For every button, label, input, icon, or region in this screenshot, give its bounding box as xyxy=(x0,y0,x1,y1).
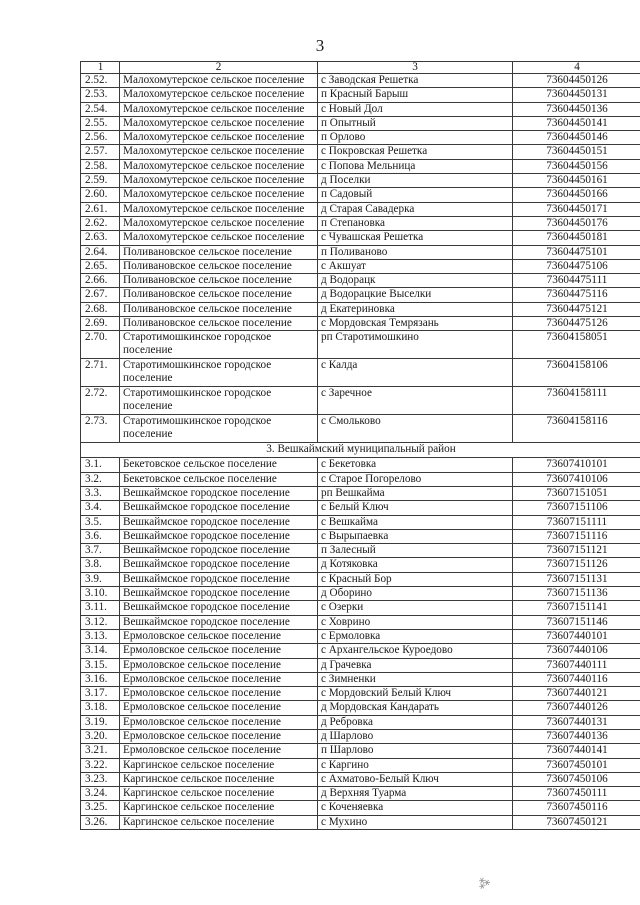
table-row xyxy=(81,572,640,586)
code-cell: 73607440116 xyxy=(513,672,640,686)
code-cell: 73604450181 xyxy=(513,231,640,245)
settlement-name-cell: Каргинское сельское поселение xyxy=(120,815,318,829)
code-cell: 73604450131 xyxy=(513,88,640,102)
settlement-name-cell: Вешкаймское городское поселение xyxy=(120,572,318,586)
settlement-name-cell: Вешкаймское городское поселение xyxy=(120,601,318,615)
locality-cell: с Бекетовка xyxy=(318,458,513,472)
row-number-cell: 3.6. xyxy=(81,529,120,543)
row-number-cell: 3.22. xyxy=(81,758,120,772)
settlement-name-cell: Старотимошкинское городское поселение xyxy=(120,387,318,415)
code-cell: 73604475101 xyxy=(513,245,640,259)
table-row xyxy=(81,288,640,302)
settlement-name-cell: Малохомутерское сельское поселение xyxy=(120,188,318,202)
row-number-cell: 3.7. xyxy=(81,544,120,558)
settlement-name-cell: Ермоловское сельское поселение xyxy=(120,729,318,743)
code-cell: 73607151106 xyxy=(513,501,640,515)
settlement-name-cell: Малохомутерское сельское поселение xyxy=(120,231,318,245)
locality-cell: рп Старотимошкино xyxy=(318,331,513,359)
row-number-cell: 2.52. xyxy=(81,74,120,88)
locality-cell: с Ховрино xyxy=(318,615,513,629)
table-row xyxy=(81,644,640,658)
settlement-name-cell: Ермоловское сельское поселение xyxy=(120,744,318,758)
locality-cell: с Чувашская Решетка xyxy=(318,231,513,245)
row-number-cell: 3.1. xyxy=(81,458,120,472)
settlement-name-cell: Поливановское сельское поселение xyxy=(120,317,318,331)
code-cell: 73604475121 xyxy=(513,302,640,316)
settlement-name-cell: Поливановское сельское поселение xyxy=(120,245,318,259)
section-title: 3. Вешкаймский муниципальный район xyxy=(81,443,640,458)
row-number-cell: 3.17. xyxy=(81,687,120,701)
locality-cell: п Красный Барыш xyxy=(318,88,513,102)
table-row xyxy=(81,188,640,202)
table-row xyxy=(81,74,640,88)
row-number-cell: 3.26. xyxy=(81,815,120,829)
code-cell: 73607440131 xyxy=(513,715,640,729)
table-row xyxy=(81,159,640,173)
settlement-name-cell: Ермоловское сельское поселение xyxy=(120,658,318,672)
row-number-cell: 2.69. xyxy=(81,317,120,331)
table-row xyxy=(81,801,640,815)
settlement-name-cell: Вешкаймское городское поселение xyxy=(120,544,318,558)
code-cell: 73607450121 xyxy=(513,815,640,829)
row-number-cell: 2.62. xyxy=(81,216,120,230)
locality-cell: д Екатериновка xyxy=(318,302,513,316)
table-row xyxy=(81,601,640,615)
table-row xyxy=(81,302,640,316)
row-number-cell: 3.9. xyxy=(81,572,120,586)
locality-cell: с Попова Мельница xyxy=(318,159,513,173)
header-cell: 3 xyxy=(318,62,513,74)
table-row xyxy=(81,458,640,472)
settlement-name-cell: Вешкаймское городское поселение xyxy=(120,486,318,500)
locality-cell: с Ермоловка xyxy=(318,629,513,643)
table-row xyxy=(81,116,640,130)
code-cell: 73604450156 xyxy=(513,159,640,173)
settlement-name-cell: Поливановское сельское поселение xyxy=(120,259,318,273)
row-number-cell: 3.11. xyxy=(81,601,120,615)
settlement-name-cell: Бекетовское сельское поселение xyxy=(120,472,318,486)
code-cell: 73607440111 xyxy=(513,658,640,672)
locality-cell: с Заводская Решетка xyxy=(318,74,513,88)
code-cell: 73604158116 xyxy=(513,415,640,443)
table-row xyxy=(81,701,640,715)
settlements-table xyxy=(80,61,640,830)
table-row xyxy=(81,615,640,629)
code-cell: 73607440121 xyxy=(513,687,640,701)
settlement-name-cell: Ермоловское сельское поселение xyxy=(120,687,318,701)
row-number-cell: 3.19. xyxy=(81,715,120,729)
table-row xyxy=(81,529,640,543)
locality-cell: п Садовый xyxy=(318,188,513,202)
table-row xyxy=(81,88,640,102)
locality-cell: с Вешкайма xyxy=(318,515,513,529)
row-number-cell: 3.23. xyxy=(81,772,120,786)
locality-cell: с Акшуат xyxy=(318,259,513,273)
table-row xyxy=(81,274,640,288)
code-cell: 73607450111 xyxy=(513,787,640,801)
code-cell: 73607450106 xyxy=(513,772,640,786)
row-number-cell: 3.24. xyxy=(81,787,120,801)
settlement-name-cell: Малохомутерское сельское поселение xyxy=(120,88,318,102)
settlement-name-cell: Малохомутерское сельское поселение xyxy=(120,102,318,116)
locality-cell: с Смольково xyxy=(318,415,513,443)
row-number-cell: 2.67. xyxy=(81,288,120,302)
table-row xyxy=(81,231,640,245)
settlement-name-cell: Малохомутерское сельское поселение xyxy=(120,145,318,159)
row-number-cell: 2.73. xyxy=(81,415,120,443)
code-cell: 73604158051 xyxy=(513,331,640,359)
locality-cell: с Ахматово-Белый Ключ xyxy=(318,772,513,786)
row-number-cell: 2.55. xyxy=(81,116,120,130)
settlement-name-cell: Малохомутерское сельское поселение xyxy=(120,159,318,173)
row-number-cell: 3.4. xyxy=(81,501,120,515)
code-cell: 73607151141 xyxy=(513,601,640,615)
code-cell: 73607440101 xyxy=(513,629,640,643)
row-number-cell: 3.18. xyxy=(81,701,120,715)
code-cell: 73607410106 xyxy=(513,472,640,486)
locality-cell: с Зимненки xyxy=(318,672,513,686)
table-row xyxy=(81,758,640,772)
table-row xyxy=(81,787,640,801)
code-cell: 73604158106 xyxy=(513,359,640,387)
locality-cell: с Мордовский Белый Ключ xyxy=(318,687,513,701)
row-number-cell: 3.12. xyxy=(81,615,120,629)
locality-cell: с Заречное xyxy=(318,387,513,415)
table-row xyxy=(81,587,640,601)
settlement-name-cell: Старотимошкинское городское поселение xyxy=(120,359,318,387)
table-row xyxy=(81,245,640,259)
locality-cell: д Котяковка xyxy=(318,558,513,572)
locality-cell: п Орлово xyxy=(318,131,513,145)
row-number-cell: 3.14. xyxy=(81,644,120,658)
locality-cell: с Новый Дол xyxy=(318,102,513,116)
settlement-name-cell: Поливановское сельское поселение xyxy=(120,302,318,316)
settlement-name-cell: Малохомутерское сельское поселение xyxy=(120,216,318,230)
locality-cell: д Водорацк xyxy=(318,274,513,288)
settlement-name-cell: Вешкаймское городское поселение xyxy=(120,501,318,515)
code-cell: 73604450166 xyxy=(513,188,640,202)
locality-cell: с Вырыпаевка xyxy=(318,529,513,543)
row-number-cell: 3.15. xyxy=(81,658,120,672)
row-number-cell: 2.63. xyxy=(81,231,120,245)
row-number-cell: 2.68. xyxy=(81,302,120,316)
row-number-cell: 2.58. xyxy=(81,159,120,173)
settlement-name-cell: Поливановское сельское поселение xyxy=(120,288,318,302)
settlement-name-cell: Вешкаймское городское поселение xyxy=(120,587,318,601)
table-row xyxy=(81,815,640,829)
row-number-cell: 2.72. xyxy=(81,387,120,415)
settlement-name-cell: Каргинское сельское поселение xyxy=(120,772,318,786)
header-cell: 4 xyxy=(513,62,640,74)
settlement-name-cell: Вешкаймское городское поселение xyxy=(120,558,318,572)
settlement-name-cell: Поливановское сельское поселение xyxy=(120,274,318,288)
table-row xyxy=(81,174,640,188)
locality-cell: д Оборино xyxy=(318,587,513,601)
table-row xyxy=(81,415,640,443)
settlement-name-cell: Вешкаймское городское поселение xyxy=(120,529,318,543)
table-row xyxy=(81,216,640,230)
page-number: 3 xyxy=(315,36,325,55)
code-cell: 73607151126 xyxy=(513,558,640,572)
settlement-name-cell: Малохомутерское сельское поселение xyxy=(120,202,318,216)
settlement-name-cell: Малохомутерское сельское поселение xyxy=(120,74,318,88)
row-number-cell: 2.60. xyxy=(81,188,120,202)
row-number-cell: 3.16. xyxy=(81,672,120,686)
row-number-cell: 3.21. xyxy=(81,744,120,758)
table-row xyxy=(81,744,640,758)
settlement-name-cell: Ермоловское сельское поселение xyxy=(120,629,318,643)
code-cell: 73607151051 xyxy=(513,486,640,500)
row-number-cell: 2.57. xyxy=(81,145,120,159)
code-cell: 73607410101 xyxy=(513,458,640,472)
locality-cell: д Мордовская Кандарать xyxy=(318,701,513,715)
table-row xyxy=(81,331,640,359)
locality-cell: с Красный Бор xyxy=(318,572,513,586)
table-row xyxy=(81,202,640,216)
table-row xyxy=(81,672,640,686)
locality-cell: д Поселки xyxy=(318,174,513,188)
locality-cell: с Покровская Решетка xyxy=(318,145,513,159)
code-cell: 73607151121 xyxy=(513,544,640,558)
settlement-name-cell: Каргинское сельское поселение xyxy=(120,787,318,801)
code-cell: 73604450146 xyxy=(513,131,640,145)
row-number-cell: 3.5. xyxy=(81,515,120,529)
row-number-cell: 2.53. xyxy=(81,88,120,102)
table-row xyxy=(81,472,640,486)
settlement-name-cell: Малохомутерское сельское поселение xyxy=(120,116,318,130)
code-cell: 73604450176 xyxy=(513,216,640,230)
table-row xyxy=(81,729,640,743)
settlement-name-cell: Вешкаймское городское поселение xyxy=(120,615,318,629)
row-number-cell: 2.54. xyxy=(81,102,120,116)
locality-cell: д Старая Савадерка xyxy=(318,202,513,216)
settlement-name-cell: Бекетовское сельское поселение xyxy=(120,458,318,472)
locality-cell: д Ребровка xyxy=(318,715,513,729)
code-cell: 73607151131 xyxy=(513,572,640,586)
locality-cell: с Озерки xyxy=(318,601,513,615)
table-row xyxy=(81,259,640,273)
row-number-cell: 2.65. xyxy=(81,259,120,273)
locality-cell: п Шарлово xyxy=(318,744,513,758)
table-row xyxy=(81,515,640,529)
row-number-cell: 3.10. xyxy=(81,587,120,601)
locality-cell: п Опытный xyxy=(318,116,513,130)
table-row xyxy=(81,486,640,500)
table-row xyxy=(81,772,640,786)
table-row xyxy=(81,317,640,331)
row-number-cell: 2.64. xyxy=(81,245,120,259)
row-number-cell: 3.2. xyxy=(81,472,120,486)
code-cell: 73607440136 xyxy=(513,729,640,743)
code-cell: 73604450136 xyxy=(513,102,640,116)
row-number-cell: 2.61. xyxy=(81,202,120,216)
settlement-name-cell: Ермоловское сельское поселение xyxy=(120,701,318,715)
table-row xyxy=(81,102,640,116)
locality-cell: п Степановка xyxy=(318,216,513,230)
row-number-cell: 2.70. xyxy=(81,331,120,359)
code-cell: 73604475116 xyxy=(513,288,640,302)
code-cell: 73607440126 xyxy=(513,701,640,715)
locality-cell: д Грачевка xyxy=(318,658,513,672)
locality-cell: д Шарлово xyxy=(318,729,513,743)
code-cell: 73607151136 xyxy=(513,587,640,601)
code-cell: 73604450161 xyxy=(513,174,640,188)
locality-cell: с Белый Ключ xyxy=(318,501,513,515)
settlement-name-cell: Ермоловское сельское поселение xyxy=(120,672,318,686)
locality-cell: с Коченяевка xyxy=(318,801,513,815)
table-row xyxy=(81,387,640,415)
table-row xyxy=(81,131,640,145)
code-cell: 73604475106 xyxy=(513,259,640,273)
row-number-cell: 3.3. xyxy=(81,486,120,500)
row-number-cell: 2.66. xyxy=(81,274,120,288)
code-cell: 73604450171 xyxy=(513,202,640,216)
settlement-name-cell: Каргинское сельское поселение xyxy=(120,758,318,772)
table-row xyxy=(81,658,640,672)
code-cell: 73607151116 xyxy=(513,529,640,543)
code-cell: 73607151146 xyxy=(513,615,640,629)
code-cell: 73604475126 xyxy=(513,317,640,331)
table-row xyxy=(81,501,640,515)
locality-cell: п Поливаново xyxy=(318,245,513,259)
table-row xyxy=(81,629,640,643)
code-cell: 73607440106 xyxy=(513,644,640,658)
row-number-cell: 2.59. xyxy=(81,174,120,188)
locality-cell: с Мордовская Темрязань xyxy=(318,317,513,331)
code-cell: 73607440141 xyxy=(513,744,640,758)
locality-cell: п Залесный xyxy=(318,544,513,558)
code-cell: 73604450126 xyxy=(513,74,640,88)
table-row xyxy=(81,558,640,572)
locality-cell: д Верхняя Туарма xyxy=(318,787,513,801)
table-row xyxy=(81,687,640,701)
code-cell: 73604450151 xyxy=(513,145,640,159)
table-row xyxy=(81,715,640,729)
table-row xyxy=(81,359,640,387)
row-number-cell: 3.25. xyxy=(81,801,120,815)
settlement-name-cell: Старотимошкинское городское поселение xyxy=(120,331,318,359)
settlement-name-cell: Малохомутерское сельское поселение xyxy=(120,131,318,145)
header-cell: 1 xyxy=(81,62,120,74)
locality-cell: с Мухино xyxy=(318,815,513,829)
settlement-name-cell: Ермоловское сельское поселение xyxy=(120,715,318,729)
code-cell: 73607450116 xyxy=(513,801,640,815)
table-row xyxy=(81,544,640,558)
row-number-cell: 2.56. xyxy=(81,131,120,145)
code-cell: 73604450141 xyxy=(513,116,640,130)
settlement-name-cell: Ермоловское сельское поселение xyxy=(120,644,318,658)
locality-cell: с Каргино xyxy=(318,758,513,772)
code-cell: 73604475111 xyxy=(513,274,640,288)
settlement-name-cell: Каргинское сельское поселение xyxy=(120,801,318,815)
locality-cell: с Архангельское Куроедово xyxy=(318,644,513,658)
locality-cell: рп Вешкайма xyxy=(318,486,513,500)
table-header-row xyxy=(81,62,640,74)
table-row xyxy=(81,145,640,159)
code-cell: 73607151111 xyxy=(513,515,640,529)
locality-cell: д Водорацкие Выселки xyxy=(318,288,513,302)
code-cell: 73604158111 xyxy=(513,387,640,415)
row-number-cell: 3.20. xyxy=(81,729,120,743)
row-number-cell: 3.13. xyxy=(81,629,120,643)
row-number-cell: 2.71. xyxy=(81,359,120,387)
section-heading-row xyxy=(81,443,640,458)
locality-cell: с Старое Погорелово xyxy=(318,472,513,486)
settlement-name-cell: Вешкаймское городское поселение xyxy=(120,515,318,529)
code-cell: 73607450101 xyxy=(513,758,640,772)
row-number-cell: 3.8. xyxy=(81,558,120,572)
settlement-name-cell: Малохомутерское сельское поселение xyxy=(120,174,318,188)
scan-artifact-mark: ⁂ xyxy=(474,873,493,893)
settlement-name-cell: Старотимошкинское городское поселение xyxy=(120,415,318,443)
header-cell: 2 xyxy=(120,62,318,74)
locality-cell: с Калда xyxy=(318,359,513,387)
